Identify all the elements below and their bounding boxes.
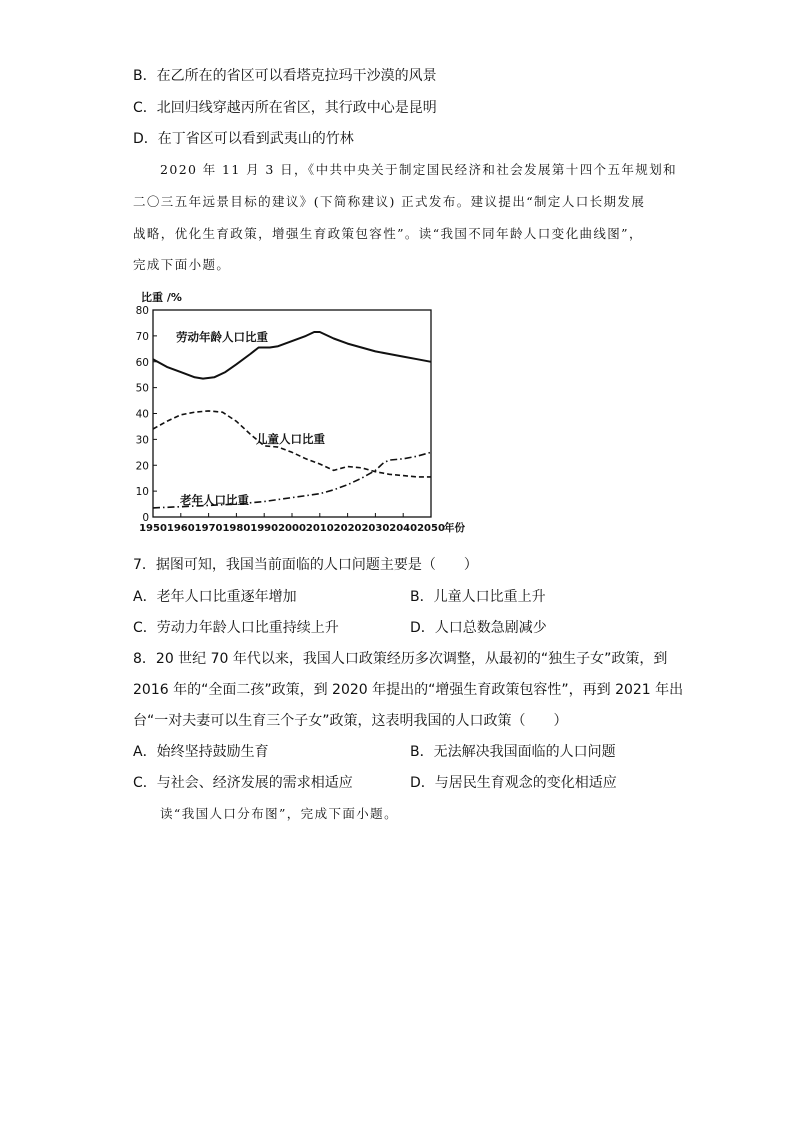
y-tick-label: 30 — [135, 434, 149, 447]
y-tick-label: 50 — [135, 382, 149, 395]
passage-line-4: 完成下面小题。 — [133, 257, 231, 272]
q7-option-d: D．人口总数急剧减少 — [410, 620, 547, 636]
series-label-3: 老年人口比重 — [180, 493, 249, 507]
q8-stem-line-3: 台“一对夫妻可以生育三个子女”政策，这表明我国的人口政策（ ） — [133, 713, 568, 729]
series-label-2: 儿童人口比重 — [256, 432, 325, 446]
passage-line-1: 2020 年 11 月 3 日，《中共中央关于制定国民经济和社会发展第十四个五年规划和 — [160, 162, 677, 177]
y-tick-label: 40 — [135, 408, 149, 421]
y-tick-label: 20 — [135, 460, 149, 473]
population-line-chart — [128, 286, 488, 542]
x-tick-label: 2040 — [389, 523, 418, 534]
q7-option-a: A．老年人口比重逐年增加 — [133, 589, 297, 605]
x-tick-label: 1990 — [250, 523, 279, 534]
y-tick-label: 0 — [142, 512, 149, 524]
q8-option-d: D．与居民生育观念的变化相适应 — [410, 775, 617, 791]
option-c-prev: C．北回归线穿越丙所在省区，其行政中心是昆明 — [133, 100, 437, 116]
next-intro: 读“我国人口分布图”，完成下面小题。 — [160, 806, 398, 821]
q7-option-c: C．劳动力年龄人口比重持续上升 — [133, 620, 339, 636]
q8-stem-line-2: 2016 年的“全面二孩”政策，到 2020 年提出的“增强生育政策包容性”，再到 2021 年出 — [133, 682, 684, 698]
q8-option-a: A．始终坚持鼓励生育 — [133, 744, 269, 760]
q8-stem-line-1: 8．20 世纪 70 年代以来，我国人口政策经历多次调整，从最初的“独生子女”政策，到 — [133, 651, 668, 667]
x-tick-label: 2020 — [333, 523, 362, 534]
y-axis-title: 比重 /% — [141, 291, 182, 304]
chart-svg — [128, 286, 488, 542]
x-tick-label: 1980 — [222, 523, 251, 534]
y-tick-label: 70 — [135, 330, 149, 343]
passage-line-3: 战略，优化生育政策，增强生育政策包容性”。读“我国不同年龄人口变化曲线图”， — [133, 226, 643, 241]
series-label-1: 劳动年龄人口比重 — [176, 330, 268, 344]
option-b-prev: B．在乙所在的省区可以看塔克拉玛干沙漠的风景 — [133, 68, 437, 84]
q8-option-b: B．无法解决我国面临的人口问题 — [410, 744, 616, 760]
q7-stem: 7．据图可知，我国当前面临的人口问题主要是（ ） — [133, 557, 478, 573]
x-tick-label: 2050 — [417, 523, 445, 534]
y-tick-label: 80 — [135, 305, 149, 317]
x-tick-label: 1960 — [166, 523, 195, 534]
x-axis-title: 年份 — [444, 522, 465, 534]
q8-option-c: C．与社会、经济发展的需求相适应 — [133, 775, 353, 791]
passage-line-2: 二〇三五年远景目标的建议》(下简称建议) 正式发布。建议提出“制定人口长期发展 — [133, 194, 646, 209]
y-tick-label: 10 — [135, 486, 149, 499]
x-tick-label: 2000 — [278, 523, 306, 534]
x-tick-label: 1950 — [139, 523, 167, 534]
x-tick-label: 2030 — [361, 523, 390, 534]
option-d-prev: D．在丁省区可以看到武夷山的竹林 — [133, 131, 354, 147]
q7-option-b: B．儿童人口比重上升 — [410, 589, 546, 605]
x-tick-label: 1970 — [194, 523, 223, 534]
y-tick-label: 60 — [135, 356, 149, 369]
x-tick-label: 2010 — [305, 523, 334, 534]
